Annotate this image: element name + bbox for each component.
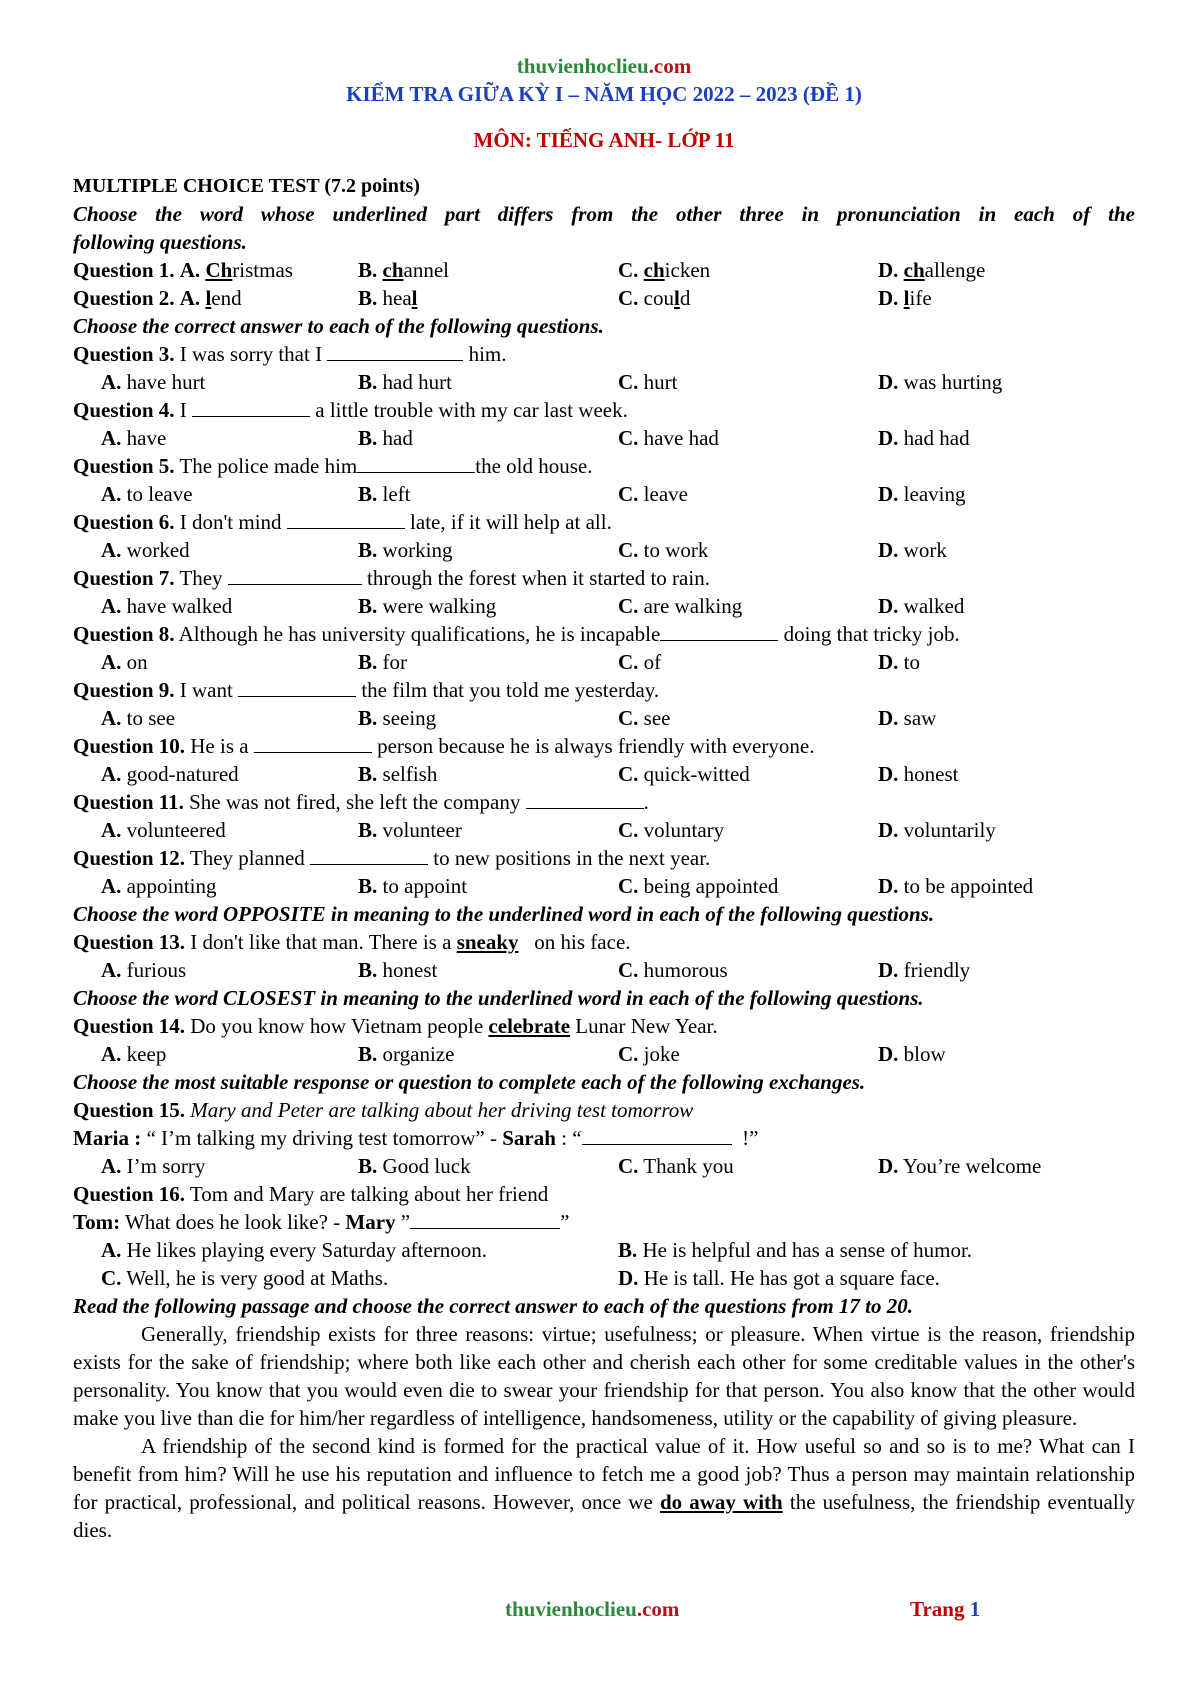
site-name[interactable]: thuvienhoclieu.com (516, 54, 692, 78)
question-11: Question 11. She was not fired, she left the company . (73, 790, 649, 814)
question-15-dialogue: Maria : “ I’m talking my driving test tomorrow” - Sarah : “ !” (73, 1126, 759, 1150)
instruction-passage: Read the following passage and choose the correct answer to each of the questions from 17 to 20. (73, 1294, 914, 1318)
question-14-options: A. keep B. organize C. joke D. blow (101, 1042, 946, 1066)
exam-subject: MÔN: TIẾNG ANH- LỚP 11 (473, 128, 735, 152)
question-4: Question 4. I a little trouble with my car last week. (73, 398, 628, 422)
footer-site-name[interactable]: thuvienhoclieu.com (505, 1597, 680, 1621)
question-7: Question 7. They through the forest when it started to rain. (73, 566, 710, 590)
question-6-options: A. worked B. working C. to work D. work (101, 538, 947, 562)
passage-paragraph-1: Generally, friendship exists for three reasons: virtue; usefulness; or pleasure. When virtue is the reason, friendship exists for the sake of friendship; where both like each other and cherish each other for some creditable values in the other's personality. You know that you would even die to swear your friendship for that person. You also know that the other would make you live than die for him/her regardless of intelligence, handsomeness, utility or the capability of giving pleasure. (73, 1322, 1135, 1430)
question-13: Question 13. I don't like that man. There is a sneaky on his face. (73, 930, 631, 954)
page-number: Trang 1 (910, 1597, 981, 1621)
question-15: Question 15. Mary and Peter are talking about her driving test tomorrow (73, 1098, 694, 1122)
question-16-options-cd: C. Well, he is very good at Maths. D. He is tall. He has got a square face. (101, 1266, 940, 1290)
question-11-options: A. volunteered B. volunteer C. voluntary D. voluntarily (101, 818, 996, 842)
question-12-options: A. appointing B. to appoint C. being appointed D. to be appointed (101, 874, 1034, 898)
section-heading: MULTIPLE CHOICE TEST (7.2 points) (73, 175, 420, 197)
question-10-options: A. good-natured B. selfish C. quick-witted D. honest (101, 762, 959, 786)
question-5: Question 5. The police made him the old house. (73, 454, 593, 478)
question-8-options: A. on B. for C. of D. to (101, 650, 921, 674)
instruction-correct-answer: Choose the correct answer to each of the following questions. (73, 314, 604, 338)
question-3: Question 3. I was sorry that I him. (73, 342, 507, 366)
instruction-response: Choose the most suitable response or question to complete each of the following exchanges. (73, 1070, 866, 1094)
question-7-options: A. have walked B. were walking C. are walking D. walked (101, 594, 965, 618)
question-3-options: A. have hurt B. had hurt C. hurt D. was hurting (101, 370, 1003, 394)
question-9: Question 9. I want the film that you told me yesterday. (73, 678, 660, 702)
question-5-options: A. to leave B. left C. leave D. leaving (101, 482, 966, 506)
question-2: Question 2. A. lend B. heal C. could D. life (73, 286, 932, 310)
question-9-options: A. to see B. seeing C. see D. saw (101, 706, 937, 730)
question-15-options: A. I’m sorry B. Good luck C. Thank you D. You’re welcome (101, 1154, 1042, 1178)
exam-title: KIỂM TRA GIỮA KỲ I – NĂM HỌC 2022 – 2023 (ĐỀ 1) (346, 82, 862, 106)
question-16-dialogue: Tom: What does he look like? - Mary ” ” (73, 1210, 570, 1234)
question-16: Question 16. Tom and Mary are talking about her friend (73, 1182, 549, 1206)
question-1: Question 1. A. Christmas B. channel C. chicken D. challenge (73, 258, 986, 282)
exam-page (73, 52, 1135, 1544)
instruction-pronunciation-tail: following questions. (73, 230, 247, 254)
instruction-closest: Choose the word CLOSEST in meaning to the underlined word in each of the following questions. (73, 986, 924, 1010)
question-14: Question 14. Do you know how Vietnam people celebrate Lunar New Year. (73, 1014, 718, 1038)
question-8: Question 8. Although he has university qualifications, he is incapable doing that tricky job. (73, 622, 960, 646)
question-16-options-ab: A. He likes playing every Saturday afternoon. B. He is helpful and has a sense of humor. (101, 1238, 973, 1262)
instruction-pronunciation-l1: Choose the word whose underlined part differs from the other three in pronunciation in each of the (73, 202, 1135, 226)
instruction-opposite: Choose the word OPPOSITE in meaning to the underlined word in each of the following questions. (73, 902, 935, 926)
question-12: Question 12. They planned to new positions in the next year. (73, 846, 711, 870)
passage-paragraph-2: A friendship of the second kind is formed for the practical value of it. How useful so and so is to me? What can I benefit from him? Will he use his reputation and influence to fetch me a good job? Thus a person may maintain relationship for practical, professional, and political reasons. However, once we do away with the usefulness, the friendship eventually dies. (73, 1434, 1136, 1542)
question-10: Question 10. He is a person because he is always friendly with everyone. (73, 734, 815, 758)
question-4-options: A. have B. had C. have had D. had had (101, 426, 970, 450)
question-6: Question 6. I don't mind late, if it will help at all. (73, 510, 612, 534)
question-13-options: A. furious B. honest C. humorous D. friendly (101, 958, 971, 982)
